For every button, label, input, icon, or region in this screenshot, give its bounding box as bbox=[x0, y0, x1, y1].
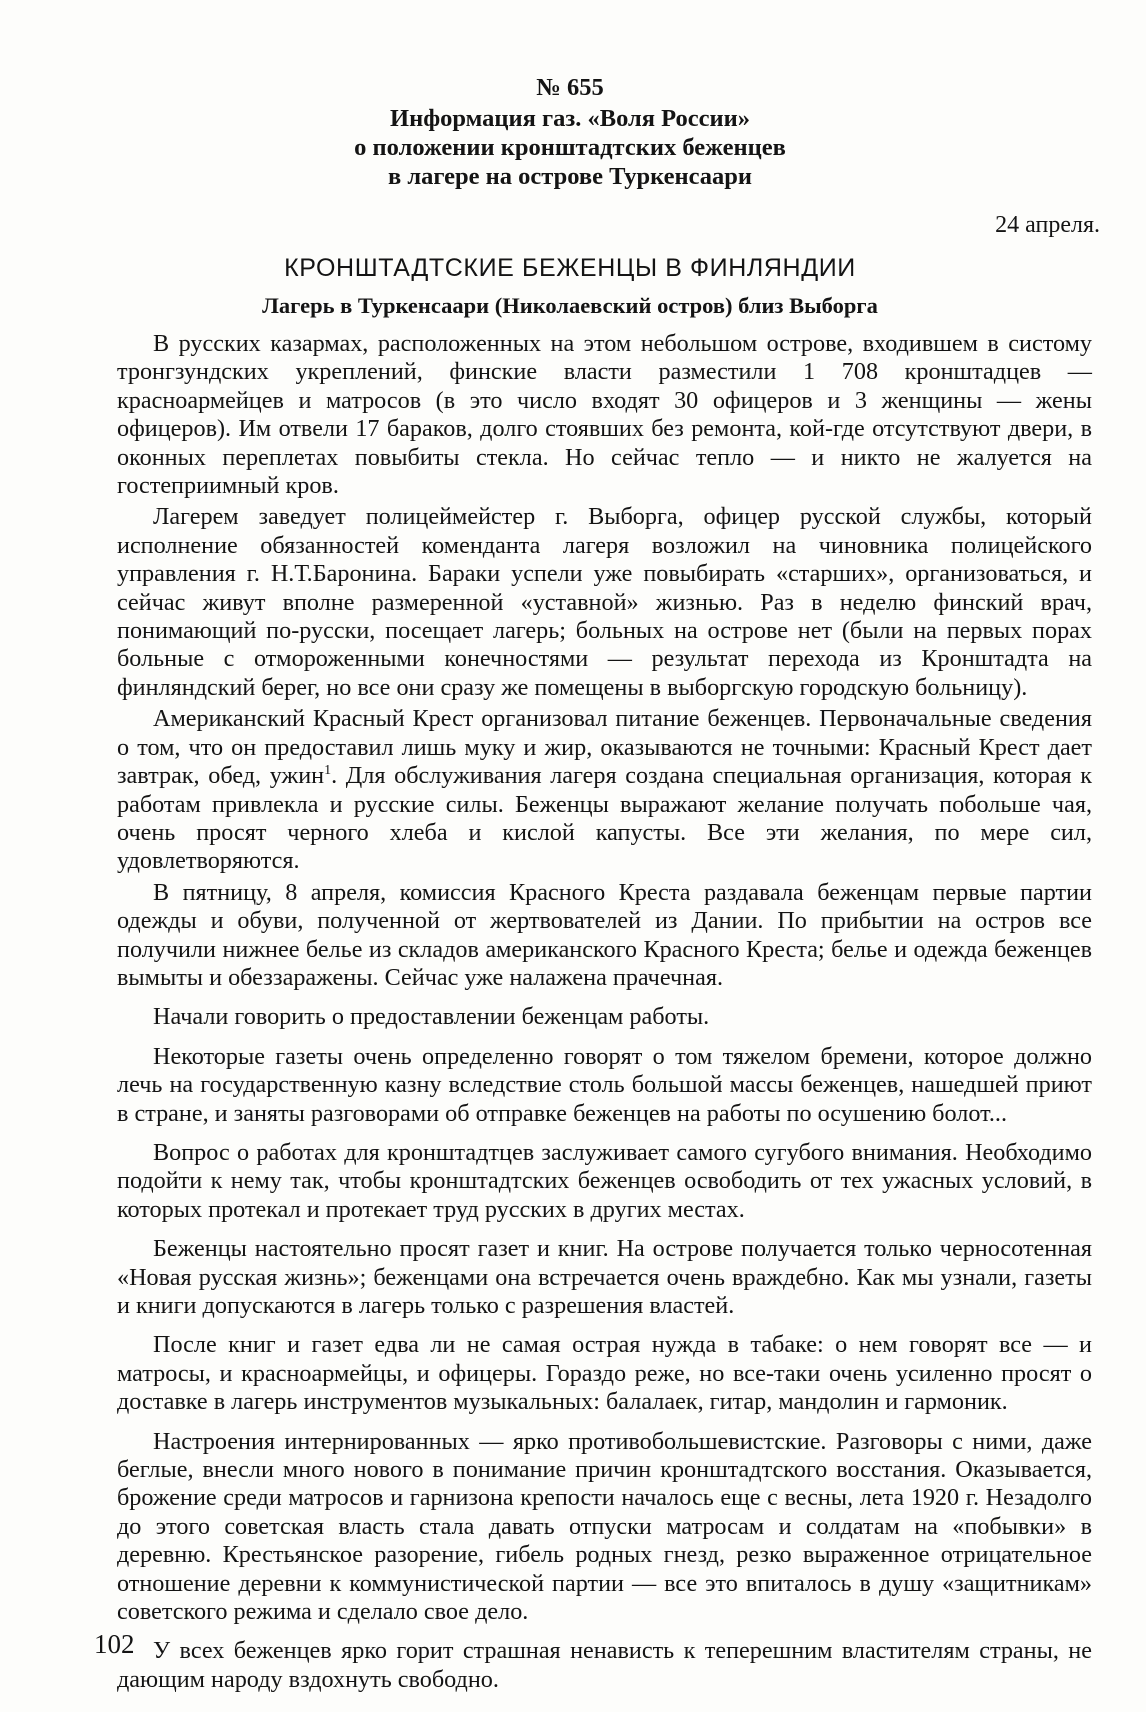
document-number: № 655 bbox=[536, 74, 604, 101]
paragraph-text: Американский Красный Крест организовал питание беженцев. Первоначальные сведения о том, что он предоставил лишь муку и жир, оказываются не точными: Красный Крест дает завтрак, обед, ужин bbox=[117, 705, 1092, 790]
paragraph: У всех беженцев ярко горит страшная ненависть к теперешним властителям страны, не дающим народу вздохнуть свободно. bbox=[117, 1637, 1092, 1693]
paragraph bbox=[117, 705, 1092, 875]
page-number: 102 bbox=[94, 1629, 135, 1659]
article-body bbox=[117, 330, 1092, 1697]
paragraph: Настроения интернированных — ярко противобольшевистские. Разговоры с ними, даже беглые, внесли много нового в понимание причин кронштадтского восстания. Оказывается, брожение среди матросов и гарнизона крепости началось еще с весны, лета 1920 г. Незадолго до этого советская власть стала давать отпуски матросам и солдатам на «побывки» в деревню. Крестьянское разорение, гибель родных гнезд, резко выраженное отрицательное отношение деревни к коммунистической партии — все это впиталось в душу «защитникам» советского режима и сделало свое дело. bbox=[117, 1427, 1092, 1626]
paragraph: В пятницу, 8 апреля, комиссия Красного Креста раздавала беженцам первые партии одежды и обуви, полученной от жертвователей из Дании. По прибытии на остров все получили нижнее белье из складов американского Красного Креста; белье и одежда беженцев вымыты и обеззаражены. Сейчас уже налажена прачечная. bbox=[117, 878, 1092, 991]
paragraph: Начали говорить о предоставлении беженцам работы. bbox=[153, 1003, 710, 1031]
paragraph: В русских казармах, расположенных на этом небольшом острове, входившем в систому тронгзундских укреплений, финские власти разместили 1 708 кронштадцев — красноармейцев и матросов (в это число входят 30 офицеров и 3 женщины — жены офицеров). Им отвели 17 бараков, долго стоявших без ремонта, кой-где отсутствуют двери, в оконных переплетах повыбиты стекла. Но сейчас тепло — и никто не жалуется на гостеприимный кров. bbox=[117, 330, 1092, 500]
paragraph: Некоторые газеты очень определенно говорят о том тяжелом бремени, которое должно лечь на государственную казну вследствие столь большой массы беженцев, нашедшей приют в стране, и заняты разговорами об отправке беженцев на работы по осушению болот... bbox=[117, 1042, 1092, 1127]
heading-line: Информация газ. «Воля России» bbox=[390, 105, 750, 132]
article-subtitle: Лагерь в Туркенсаари (Николаевский остров) близ Выборга bbox=[262, 293, 878, 318]
heading-line: о положении кронштадтских беженцев bbox=[354, 134, 786, 161]
paragraph-text-continuation: . Для обслуживания лагеря создана специальная организация, которая к работам привлекла и русские силы. Беженцы выражают желание получать побольше чая, очень просят черного хлеба и кислой капусты. Все эти желания, по мере сил, удовлетворяются. bbox=[117, 762, 1092, 875]
heading-line: в лагере на острове Туркенсаари bbox=[387, 163, 752, 190]
document-heading bbox=[120, 104, 1020, 191]
footnote-marker: 1 bbox=[324, 763, 332, 779]
article-title: КРОНШТАДТСКИЕ БЕЖЕНЦЫ В ФИНЛЯНДИИ bbox=[284, 254, 856, 282]
paragraph: Вопрос о работах для кронштадтцев заслуживает самого сугубого внимания. Необходимо подойти к нему так, чтобы кронштадтских беженцев освободить от тех ужасных условий, в которых протекал и протекает труд русских в других местах. bbox=[117, 1138, 1092, 1223]
paragraph: Беженцы настоятельно просят газет и книг. На острове получается только черносотенная «Новая русская жизнь»; беженцами она встречается очень враждебно. Как мы узнали, газеты и книги допускаются в лагерь только с разрешения властей. bbox=[117, 1235, 1092, 1319]
document-date: 24 апреля. bbox=[995, 212, 1100, 238]
paragraph: После книг и газет едва ли не самая острая нужда в табаке: о нем говорят все — и матросы, и красноармейцы, и офицеры. Гораздо реже, но все-таки очень усиленно просят о доставке в лагерь инструментов музыкальных: балалаек, гитар, мандолин и гармоник. bbox=[117, 1331, 1092, 1416]
paragraph: Лагерем заведует полицеймейстер г. Выборга, офицер русской службы, который исполнение обязанностей коменданта лагеря возложил на чиновника полицейского управления г. Н.Т.Баронина. Бараки успели уже повыбирать «старших», организоваться, и сейчас живут вполне размеренной «уставной» жизнью. Раз в неделю финский врач, понимающий по-русски, посещает лагерь; больных на острове нет (были на первых порах больные с отмороженными конечностями — результат перехода из Кронштадта на финляндский берег, но все они сразу же помещены в выборгскую городскую больницу). bbox=[117, 503, 1092, 701]
